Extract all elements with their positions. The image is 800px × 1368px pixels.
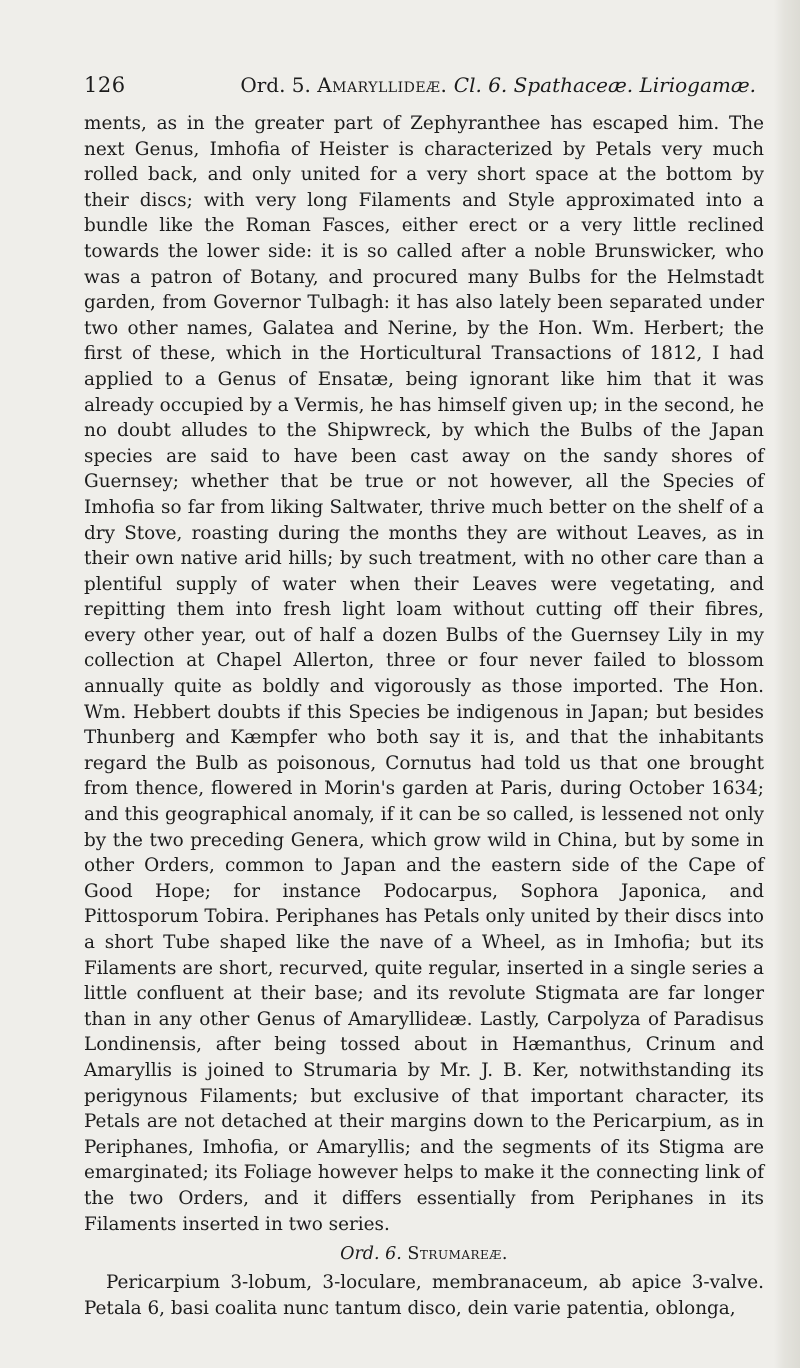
order-name: Amaryllideæ. xyxy=(317,73,448,97)
page-number: 126 xyxy=(84,73,126,97)
class-label: Cl. 6. xyxy=(453,73,508,97)
order-label: Ord. 5. xyxy=(240,73,311,97)
running-title xyxy=(240,68,756,102)
running-header xyxy=(84,68,756,102)
latin-paragraph: Pericarpium 3-lobum, 3-loculare, membranaceum, ab apice 3-valve. Petala 6, basi coalita nunc tantum disco, dein varie patentia, oblonga, xyxy=(84,1272,764,1319)
body-paragraph: ments, as in the greater part of Zephyranthee has escaped him. The next Genus, Imhofia of Heister is characterized by Petals very much rolled back, and only united for a very short space at the bottom by their discs; with very long Filaments and Style approximated into a bundle like the Roman Fasces, either erect or a very little reclined towards the lower side: it is so called after a noble Brunswicker, who was a patron of Botany, and procured many Bulbs for the Helmstadt garden, from Governor Tulbagh: it has also lately been separated under two other names, Galatea and Nerine, by the Hon. Wm. Herbert; the first of these, which in the Horticultural Transactions of 1812, I had applied to a Genus of Ensatæ, being ignorant like him that it was already occupied by a Vermis, he has himself given up; in the second, he no doubt alludes to the Shipwreck, by which the Bulbs of the Japan species are said to have been cast away on the sandy shores of Guernsey; whether that be true or not however, all the Species of Imhofia so far from liking Saltwater, thrive much better on the shelf of a dry Stove, roasting during the months they are without Leaves, as in their own native arid hills; by such treatment, with no other care than a plentiful supply of water when their Leaves were vegetating, and repitting them into fresh light loam without cutting off their fibres, every other year, out of half a dozen Bulbs of the Guernsey Lily in my collection at Chapel Allerton, three or four never failed to blossom annually quite as boldly and vigorously as those imported. The Hon. Wm. Hebbert doubts if this Species be indigenous in Japan; but besides Thunberg and Kæmpfer who both say it is, and that the inhabitants regard the Bulb as poisonous, Cornutus had told us that one brought from thence, flowered in Morin's garden at Paris, during October 1634; and this geographical anomaly, if it can be so called, is lessened not only by the two preceding Genera, which grow wild in China, but by some in other Orders, common to Japan and the eastern side of the Cape of Good Hope; for instance Podocarpus, Sophora Japonica, and Pittosporum Tobira. Periphanes has Petals only united by their discs into a short Tube shaped like the nave of a Wheel, as in Imhofia; but its Filaments are short, recurved, quite regular, inserted in a single series a little confluent at their base; and its revolute Stigmata are far longer than in any other Genus of Amaryllideæ. Lastly, Carpolyza of Paradisus Londinensis, after being tossed about in Hæmanthus, Crinum and Amaryllis is joined to Strumaria by Mr. J. B. Ker, notwithstanding its perigynous Filaments; but exclusive of that important character, its Petals are not detached at their margins down to the Pericarpium, as in Periphanes, Imhofia, or Amaryllis; and the segments of its Stigma are emarginated; its Foliage however helps to make it the connecting link of the two Orders, and it differs essentially from Periphanes in its Filaments inserted in two series. xyxy=(84,113,764,1235)
page-edge-shadow xyxy=(774,0,800,1368)
page-body xyxy=(84,111,764,1321)
subclass-name: Liriogamæ. xyxy=(639,73,756,97)
section-prefix: Ord. 6. xyxy=(340,1244,402,1265)
class-name: Spathaceæ. xyxy=(513,73,634,97)
section-name: Strumareæ. xyxy=(407,1244,508,1265)
section-heading xyxy=(84,1241,764,1267)
